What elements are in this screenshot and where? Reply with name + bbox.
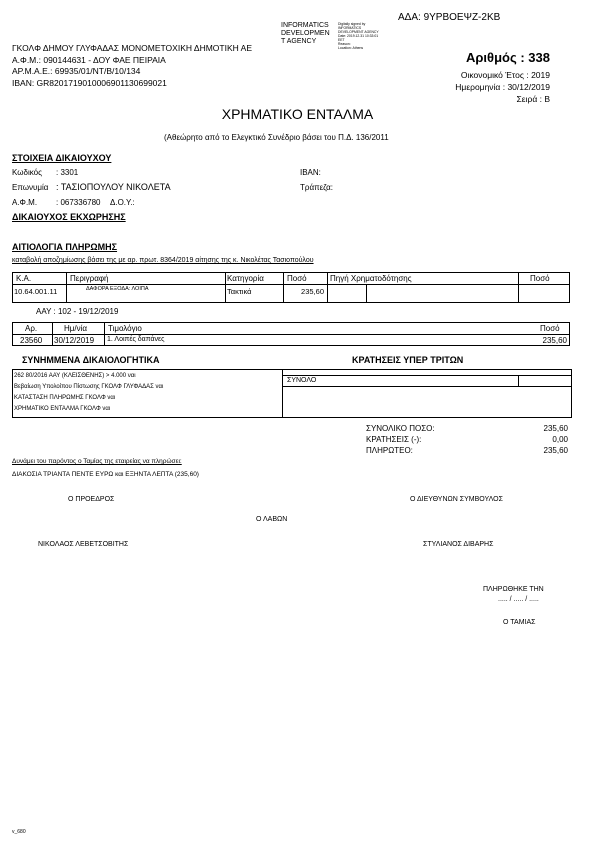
ceo-label: Ο ΔΙΕΥΘΥΝΩΝ ΣΥΜΒΟΥΛΟΣ	[410, 496, 503, 503]
docs-item: Βεβαίωση Υπολοίπου Πίστωσης ΓΚΟΛΦ ΓΛΥΦΑΔΑΣ ναι	[14, 384, 164, 390]
withholdings-amount-label: ΚΡΑΤΗΣΕΙΣ (-):	[366, 435, 422, 444]
invoice-row-number: 23560	[20, 336, 43, 345]
payment-row-category: Τακτικά	[227, 287, 252, 296]
withholdings-total-label: ΣΥΝΟΛΟ	[287, 377, 317, 384]
beneficiary-iban-label: IBAN:	[300, 168, 321, 177]
beneficiary-heading: ΣΤΟΙΧΕΙΑ ΔΙΚΑΙΟΥΧΟΥ	[12, 153, 112, 163]
payment-heading: ΑΙΤΙΟΛΟΓΙΑ ΠΛΗΡΩΜΗΣ	[12, 242, 118, 252]
payable-amount-value: 235,60	[543, 446, 568, 455]
beneficiary-name: : ΤΑΣΙΟΠΟΥΛΟΥ ΝΙΚΟΛΕΤΑ	[56, 182, 171, 192]
page-title: ΧΡΗΜΑΤΙΚΟ ΕΝΤΑΛΜΑ	[221, 106, 374, 122]
page-subtitle: (Αθεώρητο από το Ελεγκτικό Συνέδριο βάσει του Π.Δ. 136/2011	[164, 133, 389, 142]
ada-code: ΑΔΑ: 9ΥΡΒΟΕΨΖ-2ΚΒ	[398, 12, 501, 23]
docs-item: ΧΡΗΜΑΤΙΚΟ ΕΝΤΑΛΜΑ ΓΚΟΛΦ ναι	[14, 406, 111, 412]
docs-item: ΚΑΤΑΣΤΑΣΗ ΠΛΗΡΩΜΗΣ ΓΚΟΛΦ ναι	[14, 395, 116, 401]
withholdings-heading: ΚΡΑΤΗΣΕΙΣ ΥΠΕΡ ΤΡΙΤΩΝ	[352, 355, 464, 365]
total-amount-label: ΣΥΝΟΛΙΚΟ ΠΟΣΟ:	[366, 424, 435, 433]
ceo-name: ΣΤΥΛΙΑΝΟΣ ΔΙΒΑΡΗΣ	[423, 541, 494, 548]
beneficiary-afm: : 067336780	[56, 198, 101, 207]
docs-item: 262 80/2016 ΑΑΥ (ΚΛΕΙΣΘΕΝΗΣ) > 4.000 ναι	[14, 373, 136, 379]
issuer-block	[12, 43, 252, 89]
docs-list	[14, 371, 163, 415]
withholdings-amount-value: 0,00	[552, 435, 568, 444]
payment-col-amount: Ποσό	[287, 274, 307, 283]
totals-labels	[366, 423, 435, 456]
digital-signature-stamp: INFORMATICS DEVELOPMEN T AGENCY Digitally signed by INFORMATICS DEVELOPMENT AGENCY Date: 2019.12.31 10:33:01 EET Reason: Location: Athens	[281, 22, 379, 50]
beneficiary-bank-label: Τράπεζα:	[300, 183, 333, 192]
issuer-armae: ΑΡ.Μ.Α.Ε.: 69935/01/ΝΤ/Β/10/134	[12, 66, 141, 76]
payment-col-funding-source: Πηγή Χρηματοδότησης	[330, 274, 412, 283]
cashier-label: Ο ΤΑΜΙΑΣ	[503, 619, 536, 626]
totals-values	[544, 423, 568, 456]
payment-col-description: Περιγραφή	[70, 274, 109, 283]
payment-col-funding-amount: Ποσό	[530, 274, 550, 283]
assignment-heading: ΔΙΚΑΙΟΥΧΟΣ ΕΚΧΩΡΗΣΗΣ	[12, 212, 126, 222]
president-name: ΝΙΚΟΛΑΟΣ ΛΕΒΕΤΣΟΒΙΤΗΣ	[38, 541, 129, 548]
issuer-iban: IBAN: GR8201719010006901130699021	[12, 77, 167, 88]
payable-amount-label: ΠΛΗΡΩΤΕΟ:	[366, 446, 413, 455]
issuer-afm: Α.Φ.Μ.: 090144631 - ΔΟΥ ΦΑΕ ΠΕΙΡΑΙΑ	[12, 54, 166, 65]
invoice-col-invoice: Τιμολόγιο	[108, 324, 142, 333]
payment-col-ka: Κ.Α.	[16, 274, 32, 283]
payment-row-amount: 235,60	[301, 287, 324, 296]
president-label: Ο ΠΡΟΕΔΡΟΣ	[68, 496, 115, 503]
invoice-row-date: 30/12/2019	[54, 336, 95, 345]
aay-reference: ΑΑΥ : 102 - 19/12/2019	[36, 307, 119, 316]
beneficiary-code-label: Κωδικός	[12, 168, 42, 177]
issuer-name: ΓΚΟΛΦ ΔΗΜΟΥ ΓΛΥΦΑΔΑΣ ΜΟΝΟΜΕΤΟΧΙΚΗ ΔΗΜΟΤΙΚΗ ΑΕ	[12, 43, 252, 53]
invoice-col-number: Αρ.	[25, 324, 38, 333]
stamp-logo-text: INFORMATICS DEVELOPMEN T AGENCY	[281, 22, 330, 45]
footer-code: v_680	[12, 829, 26, 835]
amount-in-words: ΔΙΑΚΟΣΙΑ ΤΡΙΑΝΤΑ ΠΕΝΤΕ ΕΥΡΩ και ΕΞΗΝΤΑ ΛΕΠΤΑ (235,60)	[12, 471, 199, 478]
invoice-col-amount: Ποσό	[540, 324, 560, 333]
payment-reason-text: καταβολή αποζημίωσης βάσει της με αρ. πρωτ. 8364/2019 αίτησης της κ. Νικολέτας Τασιοπούλου	[12, 257, 314, 264]
beneficiary-afm-label: Α.Φ.Μ.	[12, 198, 38, 207]
beneficiary-doy-label: Δ.Ο.Υ.:	[110, 198, 135, 207]
paid-label: ΠΛΗΡΩΘΗΚΕ ΤΗΝ	[483, 586, 544, 593]
beneficiary-name-label: Επωνυμία	[12, 183, 49, 192]
paid-date: ..... / ..... / .....	[498, 596, 539, 603]
invoice-col-date: Ημ/νία	[64, 324, 88, 333]
docs-heading: ΣΥΝΗΜΜΕΝΑ ΔΙΚΑΙΟΛΟΓΗΤΙΚΑ	[22, 355, 160, 365]
document-number: Αριθμός : 338	[466, 50, 550, 65]
document-meta: Οικονομικό Έτος : 2019 Ημερομηνία : 30/12/2019 Σειρά : Β	[455, 70, 550, 104]
total-amount-value: 235,60	[543, 424, 568, 433]
payment-col-category: Κατηγορία	[227, 274, 264, 283]
invoice-row-description: 1. Λοιπές δαπάνες	[107, 336, 165, 343]
payment-instruction: Δυνάμει του παρόντος ο Ταμίας της εταιρείας να πληρώσει:	[12, 458, 182, 465]
payment-row-ka: 10.64.001.11	[14, 287, 58, 296]
beneficiary-code: : 3301	[56, 168, 79, 177]
receiver-label: Ο ΛΑΒΩΝ	[256, 516, 288, 523]
invoice-row-amount: 235,60	[542, 336, 567, 345]
payment-row-description: ΔΑΦΟΡΑ ΕΞΟΔΑ: ΛΟΙΠΑ	[86, 286, 149, 292]
